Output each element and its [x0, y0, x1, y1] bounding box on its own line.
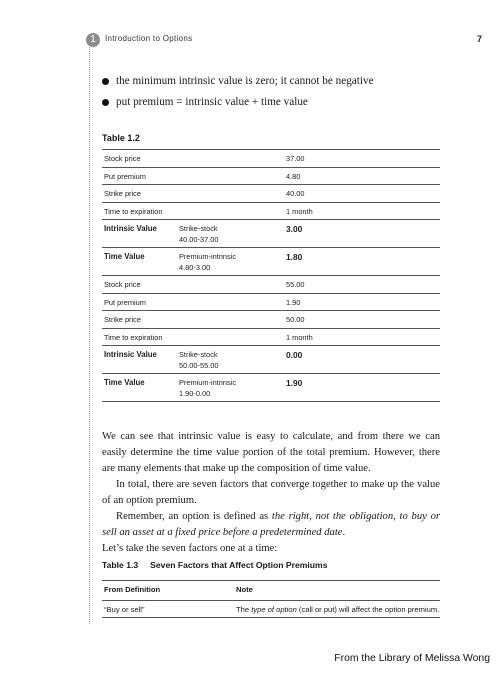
table-row — [102, 150, 440, 168]
table-number: Table 1.3 — [102, 560, 139, 570]
calculation: 50.00-55.00 — [179, 360, 219, 370]
table-row — [102, 601, 440, 618]
formula-cell — [177, 248, 284, 276]
row-label: Time Value — [102, 374, 177, 402]
table-caption: Seven Factors that Affect Option Premiums — [150, 560, 328, 570]
table-row — [102, 248, 440, 276]
row-value: 4.80 — [284, 167, 440, 185]
row-value: 55.00 — [284, 276, 440, 294]
row-label: Time to expiration — [102, 202, 284, 220]
row-label: Put premium — [102, 293, 284, 311]
table-1-2-title: Table 1.2 — [102, 133, 140, 143]
note-cell — [234, 601, 440, 618]
formula-cell — [177, 346, 284, 374]
row-value: 0.00 — [284, 346, 440, 374]
column-header: Note — [234, 581, 440, 601]
bullet-text: put premium = intrinsic value + time value — [116, 96, 308, 108]
formula-cell — [177, 374, 284, 402]
chapter-title: Introduction to Options — [105, 34, 193, 43]
paragraph: We can see that intrinsic value is easy to calculate, and from there we can easily determine the time value portion of the total premium. However, there are many elements that make up the composition of time value. — [102, 431, 440, 474]
library-footer: From the Library of Melissa Wong — [334, 653, 490, 664]
paragraph: Let’s take the seven factors one at a time: — [102, 543, 278, 554]
note-text: (call or put) will affect the option premium. — [296, 605, 440, 614]
row-value: 1 month — [284, 328, 440, 346]
calculation: 1.90-0.00 — [179, 388, 211, 398]
row-label: Stock price — [102, 276, 284, 294]
bullet-text: the minimum intrinsic value is zero; it cannot be negative — [116, 75, 374, 87]
formula: Premium-intrinsic — [179, 252, 237, 261]
table-1-3 — [102, 580, 440, 618]
bullet-item — [102, 92, 462, 113]
bullet-dot-icon — [102, 78, 109, 85]
row-label: Intrinsic Value — [102, 346, 177, 374]
note-text: The — [236, 605, 252, 614]
option-definition: the right, not the obligation, to buy or sell an asset at a fixed price before a predetermined date — [102, 511, 440, 538]
bullet-list — [102, 71, 462, 113]
calculation: 40.00-37.00 — [179, 234, 219, 244]
row-value: 1.90 — [284, 374, 440, 402]
row-label: Time Value — [102, 248, 177, 276]
row-value: 37.00 — [284, 150, 440, 168]
table-row — [102, 311, 440, 329]
row-label: Stock price — [102, 150, 284, 168]
note-emphasis: type of option — [251, 605, 297, 614]
row-label: Strike price — [102, 311, 284, 329]
row-value: 3.00 — [284, 220, 440, 248]
row-label: Time to expiration — [102, 328, 284, 346]
table-row — [102, 185, 440, 203]
calculation: 4.80-3.00 — [179, 262, 211, 272]
column-header: From Definition — [102, 581, 234, 601]
definition-cell: “Buy or sell” — [102, 601, 234, 618]
body-text — [102, 429, 440, 557]
table-row — [102, 202, 440, 220]
row-value: 1.80 — [284, 248, 440, 276]
table-row — [102, 276, 440, 294]
row-label: Intrinsic Value — [102, 220, 177, 248]
table-1-2 — [102, 149, 440, 402]
running-header — [86, 33, 482, 49]
table-header-row — [102, 581, 440, 601]
table-row — [102, 328, 440, 346]
table-row — [102, 374, 440, 402]
formula-cell — [177, 220, 284, 248]
row-value: 50.00 — [284, 311, 440, 329]
page-number: 7 — [476, 34, 482, 44]
bullet-dot-icon — [102, 99, 109, 106]
table-row — [102, 220, 440, 248]
paragraph: In total, there are seven factors that converge together to make up the value of an option premium. — [102, 479, 440, 506]
table-row — [102, 293, 440, 311]
chapter-number-badge: 1 — [86, 33, 100, 47]
row-value: 1.90 — [284, 293, 440, 311]
bullet-item — [102, 71, 462, 92]
paragraph — [102, 509, 440, 541]
paragraph-text: Remember, an option is defined as — [116, 511, 272, 522]
formula: Strike-stock — [179, 224, 218, 233]
row-value: 1 month — [284, 202, 440, 220]
margin-dotted-rule — [89, 44, 90, 624]
table-row — [102, 346, 440, 374]
paragraph-text: . — [342, 527, 346, 538]
row-label: Strike price — [102, 185, 284, 203]
row-label: Put premium — [102, 167, 284, 185]
table-1-3-title — [102, 560, 327, 570]
row-value: 40.00 — [284, 185, 440, 203]
formula: Strike-stock — [179, 350, 218, 359]
formula: Premium-intrinsic — [179, 378, 237, 387]
table-row — [102, 167, 440, 185]
